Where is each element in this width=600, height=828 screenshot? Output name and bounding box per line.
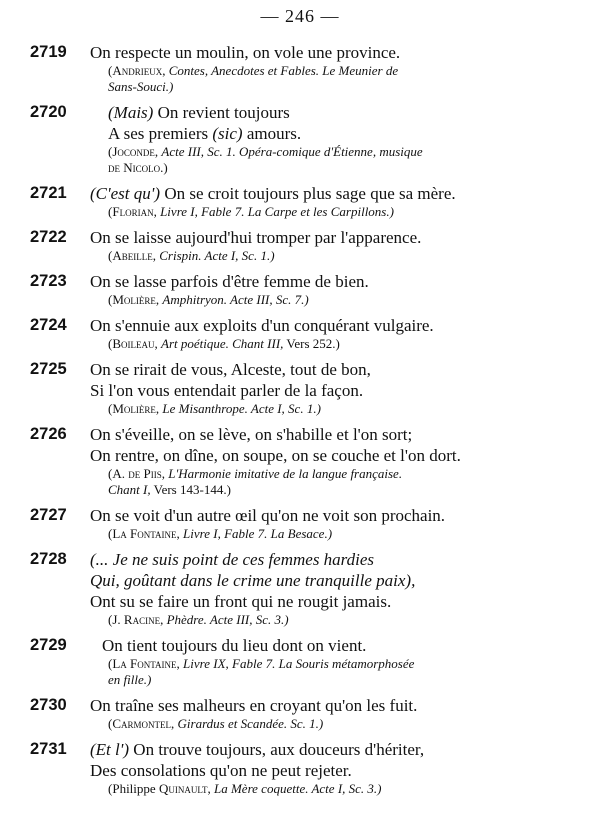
quote-line: On se laisse aujourd'hui tromper par l'apparence. bbox=[90, 228, 422, 247]
quote-line: (Mais) On revient toujours bbox=[108, 103, 290, 122]
quote-line: Qui, goûtant dans le crime une tranquille paix), bbox=[90, 571, 416, 590]
citation: (La Fontaine, Livre I, Fable 7. La Besace.) bbox=[108, 526, 333, 541]
entry-number: 2723 bbox=[30, 272, 67, 290]
quote-line: (Et l') On trouve toujours, aux douceurs d'hériter, bbox=[90, 740, 425, 759]
entry-number: 2722 bbox=[30, 228, 67, 246]
page-number: — 246 — bbox=[260, 6, 340, 26]
entry-number: 2730 bbox=[30, 696, 67, 714]
entry-number: 2725 bbox=[30, 360, 67, 378]
entry-2731 bbox=[30, 739, 588, 797]
quote-line: On traîne ses malheurs en croyant qu'on les fuit. bbox=[90, 696, 418, 715]
citation: (Boileau, Art poétique. Chant III, Vers 252.) bbox=[108, 336, 340, 351]
entry-2723 bbox=[30, 271, 588, 308]
quote-line: Ont su se faire un front qui ne rougit jamais. bbox=[90, 592, 392, 611]
entry-2719 bbox=[30, 42, 588, 95]
citation: (Carmontel, Girardus et Scandée. Sc. 1.) bbox=[108, 716, 324, 731]
entry-2729 bbox=[30, 635, 588, 688]
entry-number: 2731 bbox=[30, 740, 67, 758]
citation: (Florian, Livre I, Fable 7. La Carpe et les Carpillons.) bbox=[108, 204, 394, 219]
quote-line: On se rirait de vous, Alceste, tout de bon, bbox=[90, 360, 371, 379]
citation: (Andrieux, Contes, Anecdotes et Fables. Le Meunier de Sans-Souci.) bbox=[108, 63, 399, 94]
citation: (Abeille, Crispin. Acte I, Sc. 1.) bbox=[108, 248, 275, 263]
quotation-list bbox=[30, 42, 588, 804]
entry-number: 2720 bbox=[30, 103, 67, 121]
entry-2730 bbox=[30, 695, 588, 732]
entry-2722 bbox=[30, 227, 588, 264]
entry-2721 bbox=[30, 183, 588, 220]
quote-line: (C'est qu') On se croit toujours plus sage que sa mère. bbox=[90, 184, 456, 203]
entry-2726 bbox=[30, 424, 588, 498]
quote-line: On tient toujours du lieu dont on vient. bbox=[102, 636, 367, 655]
citation: (Molière, Le Misanthrope. Acte I, Sc. 1.) bbox=[108, 401, 321, 416]
entry-2725 bbox=[30, 359, 588, 417]
quote-line: On respecte un moulin, on vole une province. bbox=[90, 43, 401, 62]
entry-2720 bbox=[30, 102, 588, 176]
entry-number: 2721 bbox=[30, 184, 67, 202]
quote-line: On s'éveille, on se lève, on s'habille et l'on sort; bbox=[90, 425, 413, 444]
entry-2727 bbox=[30, 505, 588, 542]
citation: (Molière, Amphitryon. Acte III, Sc. 7.) bbox=[108, 292, 309, 307]
citation: (J. Racine, Phèdre. Acte III, Sc. 3.) bbox=[108, 612, 289, 627]
citation: (Philippe Quinault, La Mère coquette. Acte I, Sc. 3.) bbox=[108, 781, 382, 796]
quote-line: (... Je ne suis point de ces femmes hardies bbox=[90, 550, 375, 569]
quote-line: On rentre, on dîne, on soupe, on se couche et l'on dort. bbox=[90, 446, 461, 465]
entry-number: 2728 bbox=[30, 550, 67, 568]
citation: (A. de Piis, L'Harmonie imitative de la langue française. Chant I, Vers 143-144.) bbox=[108, 466, 403, 497]
quote-line: Des consolations qu'on ne peut rejeter. bbox=[90, 761, 352, 780]
entry-number: 2724 bbox=[30, 316, 67, 334]
quote-line: Si l'on vous entendait parler de la façon. bbox=[90, 381, 364, 400]
quote-line: On se voit d'un autre œil qu'on ne voit son prochain. bbox=[90, 506, 446, 525]
quote-line: On se lasse parfois d'être femme de bien. bbox=[90, 272, 369, 291]
entry-2728 bbox=[30, 549, 588, 628]
citation: (La Fontaine, Livre IX, Fable 7. La Souris métamorphosée en fille.) bbox=[108, 656, 415, 687]
entry-number: 2726 bbox=[30, 425, 67, 443]
quote-line: On s'ennuie aux exploits d'un conquérant vulgaire. bbox=[90, 316, 434, 335]
quote-line: A ses premiers (sic) amours. bbox=[108, 124, 302, 143]
entry-2724 bbox=[30, 315, 588, 352]
citation: (Joconde, Acte III, Sc. 1. Opéra-comique d'Étienne, musique de Nicolo.) bbox=[108, 144, 423, 175]
entry-number: 2719 bbox=[30, 43, 67, 61]
entry-number: 2729 bbox=[30, 636, 67, 654]
entry-number: 2727 bbox=[30, 506, 67, 524]
